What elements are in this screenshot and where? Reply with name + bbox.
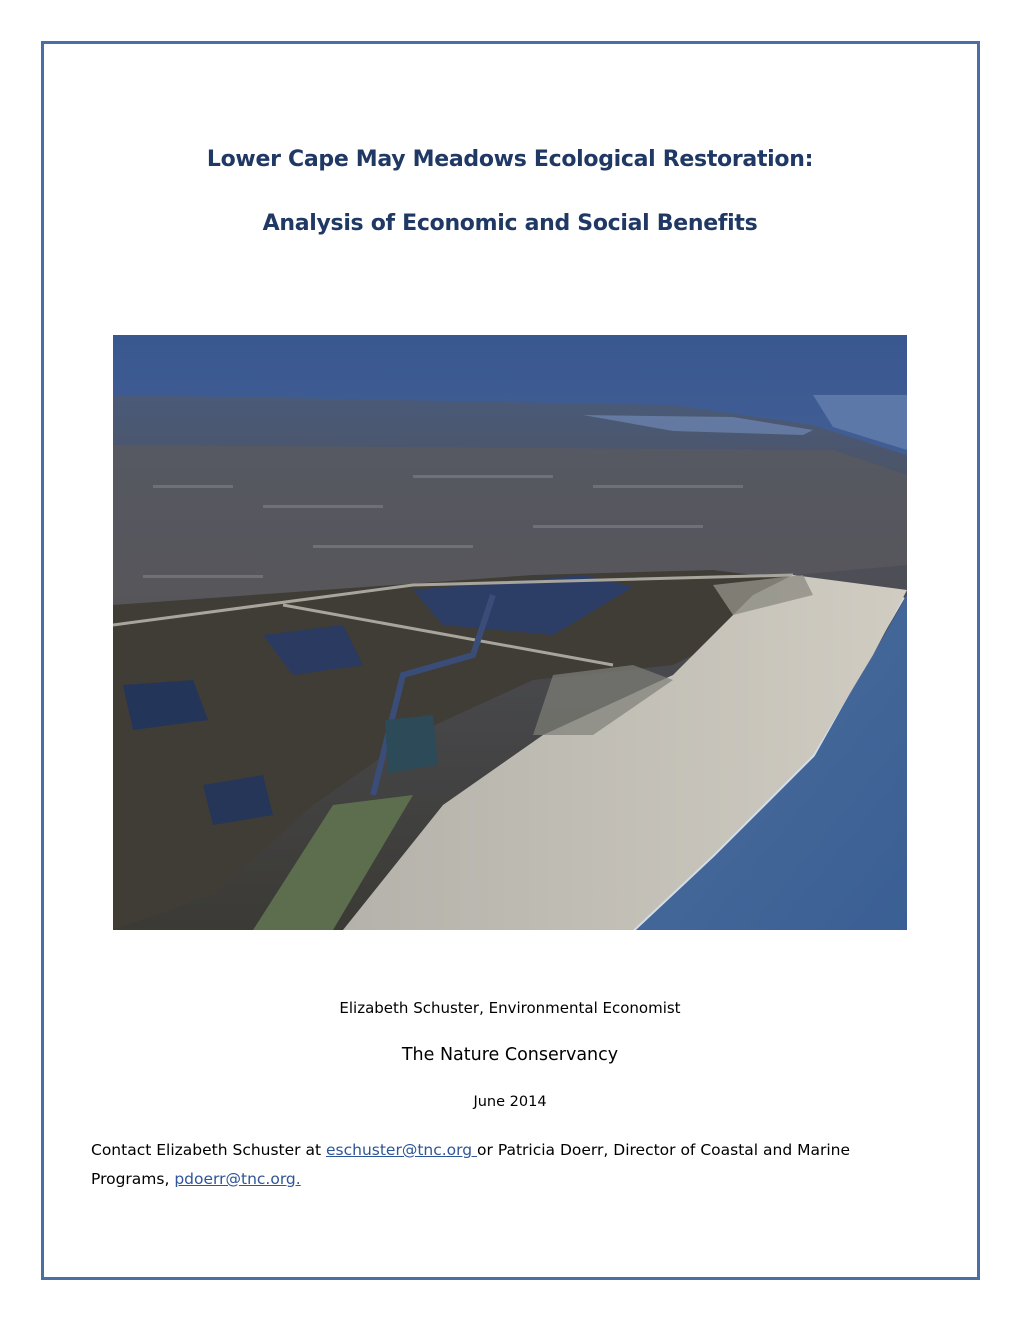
contact-prefix: Contact Elizabeth Schuster at xyxy=(91,1141,326,1159)
author-line: Elizabeth Schuster, Environmental Economist xyxy=(339,999,681,1017)
organization-name: The Nature Conservancy xyxy=(401,1045,619,1065)
publication-date: June 2014 xyxy=(473,1094,547,1110)
contact-info xyxy=(91,1136,931,1194)
email-link-schuster[interactable]: eschuster@tnc.org xyxy=(325,1141,478,1159)
email-link-doerr[interactable]: pdoerr@tnc.org. xyxy=(174,1170,301,1188)
document-title: Lower Cape May Meadows Ecological Restoration: xyxy=(206,147,814,172)
document-subtitle: Analysis of Economic and Social Benefits xyxy=(262,211,758,236)
aerial-photo xyxy=(113,335,907,930)
contact-middle: or Patricia Doerr, Director of Coastal and Marine Programs, xyxy=(91,1141,850,1188)
